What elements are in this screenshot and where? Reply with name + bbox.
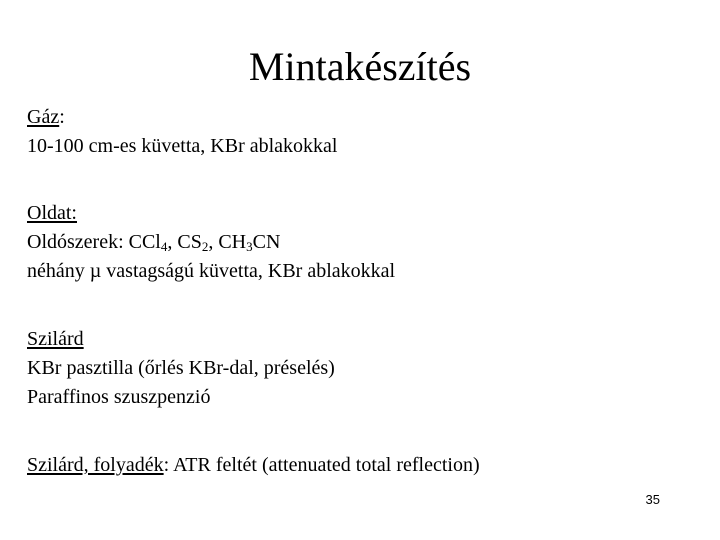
solution-cuvette-text: néhány µ vastagságú küvetta, KBr ablakokkal	[27, 260, 396, 282]
solvents-cs: , CS	[167, 231, 202, 253]
atr-line	[27, 451, 480, 480]
cs2-subscript: 2	[201, 239, 209, 254]
solution-section	[27, 199, 395, 286]
solid-heading: Szilárd	[27, 328, 84, 350]
solvents-ch: , CH	[208, 231, 247, 253]
gas-heading: Gáz	[27, 106, 60, 128]
solvents-prefix: Oldószerek: CCl	[27, 231, 161, 253]
atr-section	[27, 451, 480, 480]
atr-heading: Szilárd, folyadék	[27, 454, 164, 476]
ch3-subscript: 3	[246, 239, 253, 254]
solvents-line	[27, 228, 395, 257]
gas-section	[27, 103, 337, 161]
page-number: 35	[645, 492, 660, 507]
atr-description: : ATR feltét (attenuated total reflection)	[163, 454, 480, 476]
gas-heading-line	[27, 103, 337, 132]
gas-cuvette-text: 10-100 cm-es küvetta, KBr ablakokkal	[27, 135, 338, 157]
solution-heading: Oldat:	[27, 202, 77, 224]
solvents-cn: CN	[252, 231, 281, 253]
solid-suspension-text: Paraffinos szuszpenzió	[27, 386, 211, 408]
solid-pellet-text: KBr pasztilla (őrlés KBr-dal, préselés)	[27, 357, 335, 379]
gas-heading-colon: :	[59, 106, 65, 128]
slide-title: Mintakészítés	[248, 44, 472, 89]
solid-section	[27, 325, 335, 412]
ccl4-subscript: 4	[160, 239, 168, 254]
